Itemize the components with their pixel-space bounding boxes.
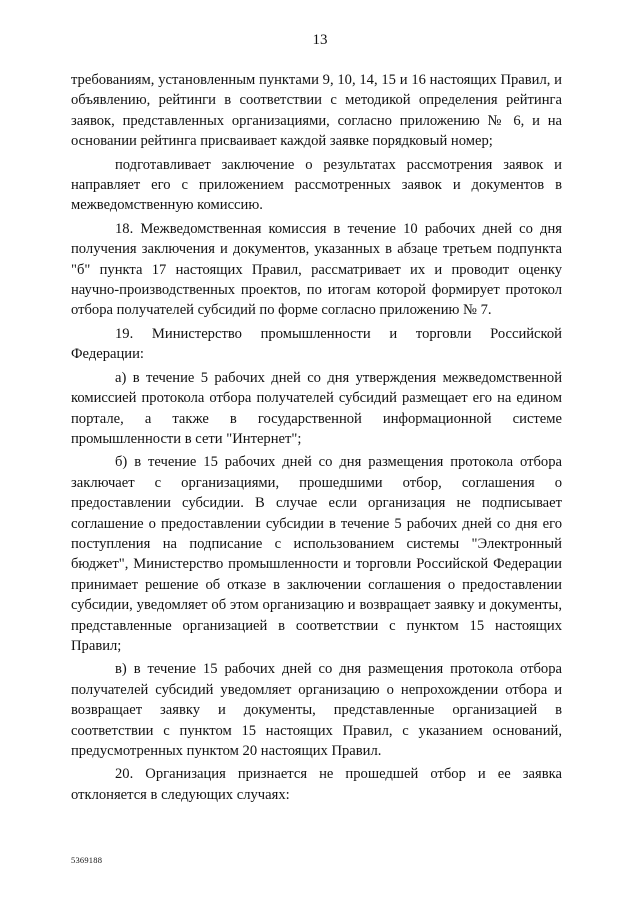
paragraph-prepares-conclusion: подготавливает заключение о результатах рассмотрения заявок и направляет его с приложением рассмотренных заявок и документов в межведомственную комиссию. [71,156,562,214]
page-number: 13 [312,32,328,48]
paragraph-item-18: 18. Межведомственная комиссия в течение 10 рабочих дней со дня получения заключения и документов, указанных в абзаце третьем подпункта "б" пункта 17 настоящих Правил, рассматривает их и проводит оценку научно-производственных проектов, по итогам которой формирует протокол отбора получателей субсидий по форме согласно приложению № 7. [71,220,562,319]
paragraph-item-19: 19. Министерство промышленности и торговли Российской Федерации: [71,325,562,363]
paragraph-item-19-b: б) в течение 15 рабочих дней со дня размещения протокола отбора заключает с организациями, прошедшими отбор, соглашения о предоставлении субсидии. В случае если организация не подписывает соглашение о предоставлении субсидии в течение 5 рабочих дней со дня его поступления на подписание с использованием системы "Электронный бюджет", Министерство промышленности и торговли Российской Федерации принимает решение об отказе в заключении соглашения о предоставлении субсидии, уведомляет об этом организацию и возвращает заявку и документы, представленные организацией в соответствии с пунктом 15 настоящих Правил; [71,454,562,654]
paragraph-continuation-ranking: требованиям, установленным пунктами 9, 10, 14, 15 и 16 настоящих Правил, и объявлению, рейтинги в соответствии с методикой определения рейтинга заявок, представленных организациями, согласно приложению № 6, и на основании рейтинга присваивает каждой заявке порядковый номер; [71,72,562,150]
paragraph-item-20: 20. Организация признается не прошедшей отбор и ее заявка отклоняется в следующих случаях: [71,766,562,803]
paragraph-item-19-v: в) в течение 15 рабочих дней со дня размещения протокола отбора получателей субсидий уведомляет организацию о непрохождении отбора и возвращает заявку и документы, представленные организацией в соответствии с пунктом 15 настоящих Правил, с указанием оснований, предусмотренных пунктом 20 настоящих Правил. [71,661,562,759]
document-id: 5369188 [71,855,103,865]
paragraph-item-19-a: а) в течение 5 рабочих дней со дня утверждения межведомственной комиссией протокола отбора получателей субсидий размещает его на едином портале, а также в государственной информационной системе промышленности в сети "Интернет"; [71,369,562,447]
document-body [71,70,562,805]
